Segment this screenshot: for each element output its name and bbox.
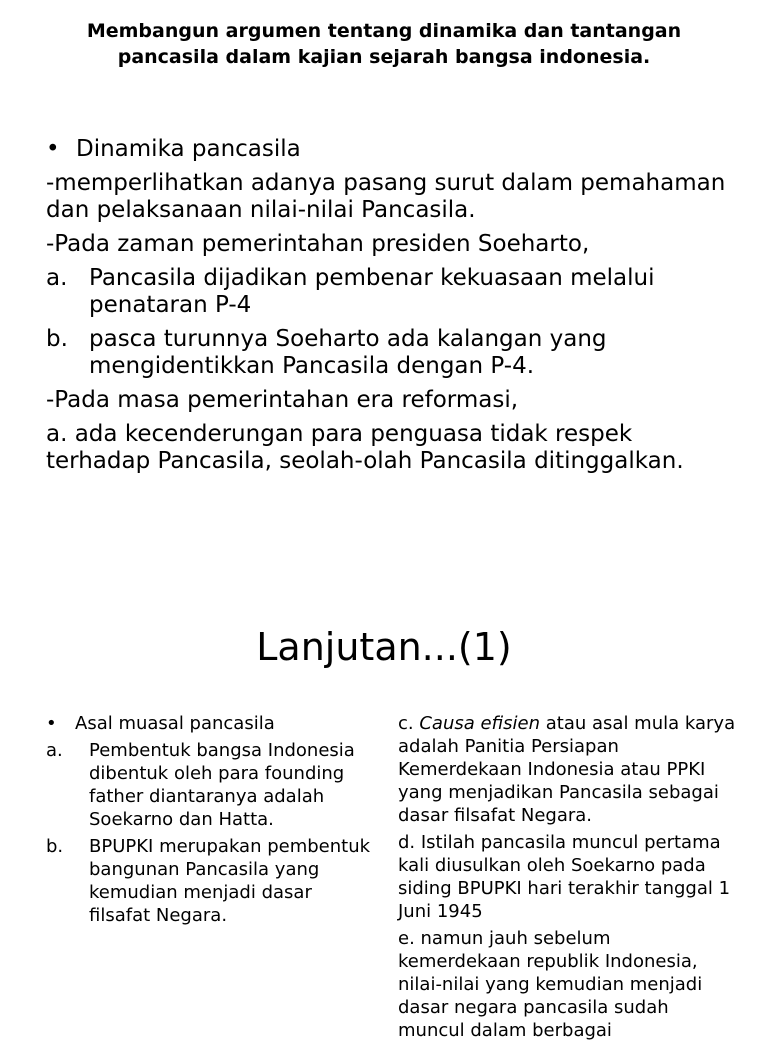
list-marker-a: a.	[46, 265, 68, 291]
paragraph-d: d. Istilah pancasila muncul pertama kali diusulkan oleh Soekarno pada siding BPUPKI hari terakhir tanggal 1 Juni 1945	[398, 832, 731, 922]
bullet-asal-muasal	[46, 712, 376, 735]
left-list-marker-a: a.	[46, 740, 63, 761]
bullet-heading: Asal muasal pancasila	[75, 713, 275, 734]
bullet-heading: Dinamika pancasila	[76, 136, 301, 162]
title-line-1: Membangun argumen tentang dinamika dan tantangan	[86, 20, 682, 42]
slide-1-title	[60, 18, 708, 70]
list-marker-b: b.	[46, 326, 68, 352]
left-list-item-a	[46, 739, 376, 831]
left-list-marker-b: b.	[46, 836, 64, 857]
slide-2-title: Lanjutan...(1)	[256, 625, 512, 669]
slide-1	[0, 0, 768, 512]
bullet-dinamika	[46, 136, 736, 163]
paragraph-c-italic: Causa efisien	[419, 713, 541, 734]
slide-1-body	[46, 136, 736, 482]
bullet-symbol: •	[46, 713, 57, 734]
slide-2	[0, 512, 768, 1041]
paragraph-2: -Pada zaman pemerintahan presiden Soeharto,	[46, 231, 590, 257]
right-column	[398, 712, 738, 1046]
left-column	[46, 712, 376, 931]
paragraph-c-prefix: c.	[398, 713, 420, 734]
list-text-a: Pancasila dijadikan pembenar kekuasaan melalui penataran P-4	[89, 265, 655, 318]
paragraph-c-rest: atau asal mula karya adalah Panitia Persiapan Kemerdekaan Indonesia atau PPKI yang menjadikan Pancasila sebagai dasar filsafat Negara.	[398, 713, 736, 826]
paragraph-1: -memperlihatkan adanya pasang surut dalam pemahaman dan pelaksanaan nilai-nilai Pancasila.	[46, 170, 726, 223]
list-text-b: pasca turunnya Soeharto ada kalangan yang mengidentikkan Pancasila dengan P-4.	[89, 326, 607, 379]
bullet-symbol: •	[46, 136, 60, 162]
paragraph-c	[398, 712, 738, 827]
paragraph-4: a. ada kecenderungan para penguasa tidak respek terhadap Pancasila, seolah-olah Pancasila ditinggalkan.	[46, 421, 684, 474]
left-list-text-b: BPUPKI merupakan pembentuk bangunan Pancasila yang kemudian menjadi dasar filsafat Negara.	[89, 836, 371, 926]
paragraph-e: e. namun jauh sebelum kemerdekaan republik Indonesia, nilai-nilai yang kemudian menjadi dasar negara pancasila sudah muncul dalam berbagai	[398, 928, 703, 1041]
paragraph-3: -Pada masa pemerintahan era reformasi,	[46, 387, 519, 413]
title-line-2: pancasila dalam kajian sejarah bangsa indonesia.	[117, 46, 651, 68]
list-item-b	[46, 326, 736, 380]
left-list-text-a: Pembentuk bangsa Indonesia dibentuk oleh para founding father diantaranya adalah Soekarno dan Hatta.	[89, 740, 355, 830]
left-list-item-b	[46, 835, 376, 927]
list-item-a	[46, 265, 736, 319]
